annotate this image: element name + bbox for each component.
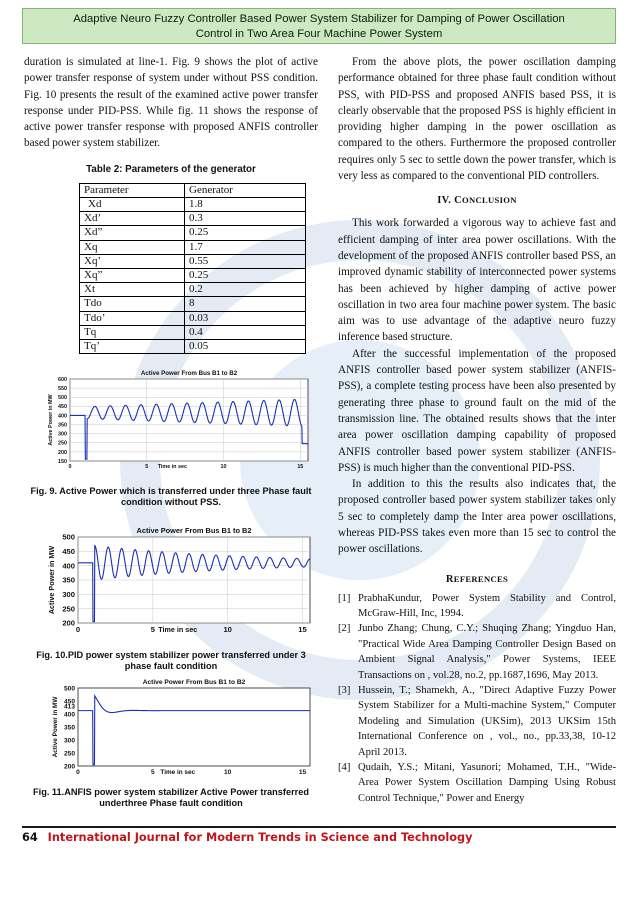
x-tick-label: 10: [223, 625, 232, 635]
y-tick-label: 250: [62, 604, 75, 614]
y-tick-label: 250: [58, 440, 67, 447]
conclusion-paragraph-3: In addition to this the results also indicates that, the proposed controller based power system stabilizer takes only 5 sec to completely damp the Inter area power oscillations, whereas PID-PSS takes even more than 15 sec to control the power oscillations.: [338, 478, 616, 556]
y-tick-label: 200: [63, 763, 75, 771]
value-cell: 0.3: [185, 212, 306, 226]
y-axis-label: Active Power in MW: [51, 696, 59, 758]
x-axis-label: Time in sec: [157, 464, 187, 471]
parameter-cell: Xd: [80, 197, 185, 211]
right-column: [338, 54, 616, 806]
y-tick-label: 200: [62, 618, 75, 628]
table-row: [80, 269, 306, 283]
left-paragraph-1: duration is simulated at line-1. Fig. 9 shows the plot of active power transfer response of system under without PSS condition. Fig. 10 presents the result of the examined active power transfer response under PID-PSS. While fig. 11 shows the response of active power transfer response with proposed ANFIS controller based power system stabilizer.: [24, 56, 318, 150]
table-header-row: [80, 183, 306, 197]
figure-9: [24, 362, 318, 485]
right-paragraph-1: From the above plots, the power oscillation damping performance obtained for three phase fault condition without PSS, with PID-PSS and proposed ANFIS based PSS, it is clearly observable that the proposed PSS is highly efficient in providing higher damping in the power oscillation as compared to the others. Furthermore the proposed controller requires only 5 sec to settle down the power transfer, which is very less as compared to the conventional PID controllers.: [338, 56, 616, 183]
figure-11: [24, 673, 318, 786]
reference-number: [4]: [338, 762, 351, 774]
x-axis-label: Time in sec: [160, 769, 196, 777]
table-row: [80, 240, 306, 254]
page-number: 64: [22, 831, 38, 844]
table-row: [80, 311, 306, 325]
y-tick-label: 400: [58, 413, 67, 420]
x-tick-label: 10: [220, 464, 227, 471]
chart-title: Active Power From Bus B1 to B2: [140, 370, 238, 378]
value-cell: 0.2: [185, 283, 306, 297]
y-tick-label: 350: [58, 422, 67, 429]
y-tick-label: 350: [62, 575, 75, 585]
y-axis-label: Active Power in MW: [47, 394, 54, 446]
running-header: [22, 8, 616, 44]
reference-number: [3]: [338, 685, 351, 697]
y-tick-label: 400: [62, 561, 75, 571]
fig9-chart: [24, 362, 318, 480]
parameter-cell: Xt: [80, 283, 185, 297]
parameter-cell: Xq”: [80, 269, 185, 283]
reference-item: [338, 591, 616, 622]
table-header-cell: Parameter: [80, 183, 185, 197]
value-cell: 0.03: [185, 311, 306, 325]
x-tick-label: 5: [145, 464, 149, 471]
fig10-chart: [24, 514, 318, 644]
y-axis-label: Active Power in MW: [47, 546, 57, 615]
value-cell: 8: [185, 297, 306, 311]
x-tick-label: 0: [68, 464, 72, 471]
fig11-chart: [24, 673, 318, 781]
parameter-cell: Xq: [80, 240, 185, 254]
x-tick-label: 10: [224, 769, 232, 777]
reference-item: [338, 621, 616, 683]
left-column: [24, 54, 318, 809]
value-cell: 0.25: [185, 226, 306, 240]
value-cell: 0.4: [185, 325, 306, 339]
y-tick-label: 150: [58, 459, 67, 466]
y-tick-label: 200: [58, 449, 67, 456]
section-number: IV.: [437, 195, 452, 207]
table-caption: Table 2: Parameters of the generator: [86, 163, 256, 175]
value-cell: 1.7: [185, 240, 306, 254]
value-cell: 0.05: [185, 340, 306, 354]
chart-title: Active Power From Bus B1 to B2: [136, 526, 252, 536]
header-line-2: Control in Two Area Four Machine Power System: [195, 28, 443, 40]
conclusion-paragraph-1: This work forwarded a vigorous way to achieve fast and efficient damping of inter area power oscillations. With the development of the proposed ANFIS controller based PSS, an improved dynamic stability of interconnected power systems has been achieved by higher damping of active power oscillation in two area four machine power system. The basic aim was to use advantage of the adaptive neuro fuzzy inference based structure.: [338, 217, 616, 344]
y-tick-label: 300: [63, 737, 75, 745]
reference-list: [338, 591, 616, 807]
figure-10: [24, 514, 318, 649]
table-row: [80, 226, 306, 240]
parameter-cell: Tq’: [80, 340, 185, 354]
reference-item: [338, 683, 616, 760]
reference-number: [2]: [338, 623, 351, 635]
table-row: [80, 325, 306, 339]
fig11-caption: Fig. 11.ANFIS power system stabilizer Active Power transferred underthree Phase fault condition: [33, 787, 309, 809]
parameter-cell: Tdo: [80, 297, 185, 311]
x-axis-label: Time in sec: [158, 625, 198, 635]
table-row: [80, 254, 306, 268]
y-tick-label-extra: 413: [63, 703, 75, 711]
y-tick-label: 300: [62, 590, 75, 600]
y-tick-label: 300: [58, 431, 67, 438]
plot-area: [78, 688, 310, 766]
reference-text: Qudaih, Y.S.; Mitani, Yasunori; Mohamed, T.H., "Wide-Area Power System Oscillation Damping Using Robust Control Technique," Power and Energy: [358, 762, 616, 804]
references-heading: [338, 574, 616, 585]
section-heading-conclusion: [338, 195, 616, 206]
x-tick-label: 5: [151, 769, 155, 777]
y-tick-label: 500: [62, 532, 75, 542]
y-tick-label: 500: [63, 685, 75, 693]
footer-rule: [22, 826, 616, 828]
chart-title: Active Power From Bus B1 to B2: [142, 679, 246, 687]
value-cell: 0.25: [185, 269, 306, 283]
parameter-cell: Xq’: [80, 254, 185, 268]
table-row: [80, 340, 306, 354]
y-tick-label: 600: [58, 377, 67, 384]
x-tick-label: 0: [75, 625, 81, 635]
fig10-caption: Fig. 10.PID power system stabilizer power transferred under 3 phase fault condition: [36, 650, 306, 672]
y-tick-label: 400: [63, 711, 75, 719]
x-tick-label: 15: [298, 625, 307, 635]
reference-item: [338, 760, 616, 806]
fig9-caption: Fig. 9. Active Power which is transferred under three Phase fault condition without PSS.: [30, 486, 312, 508]
reference-text: PrabhaKundur, Power System Stability and Control, McGraw-Hill, Inc, 1994.: [358, 592, 616, 620]
y-tick-label: 450: [62, 547, 75, 557]
table-row: [80, 283, 306, 297]
x-tick-label: 15: [297, 464, 304, 471]
value-cell: 0.55: [185, 254, 306, 268]
references-title: REFERENCES: [445, 573, 509, 585]
reference-text: Hussein, T.; Shamekh, A., "Direct Adaptive Fuzzy Power System Stabilizer for a Multi-machine System," Computer Modeling and Simulation (UKSim), 2013 UKSim 15th International Conference on , vol., no., pp.33,38, 10-12 April 2013.: [358, 685, 616, 758]
table-row: [80, 212, 306, 226]
value-cell: 1.8: [185, 197, 306, 211]
plot-area: [70, 379, 308, 461]
journal-name: International Journal for Modern Trends in Science and Technology: [47, 831, 473, 844]
y-tick-label: 500: [58, 395, 67, 402]
table-row: [80, 297, 306, 311]
y-tick-label: 250: [63, 750, 75, 758]
y-tick-label: 450: [63, 698, 75, 706]
conclusion-paragraph-2: After the successful implementation of the proposed ANFIS controller based power system stabilizer (ANFIS-PSS), a complete testing process have been also presented by generating three phase to ground fault on the mid of the transmission line. The obtained results shows that the inter area power oscillation damping capability of proposed ANFIS controller based power system stabilizer (ANFIS-PSS) is much higher than the conventional PID-PSS.: [338, 347, 616, 474]
parameter-cell: Xd”: [80, 226, 185, 240]
reference-number: [1]: [338, 592, 351, 604]
footer-text: [22, 831, 616, 844]
section-title: CONCLUSION: [454, 195, 517, 207]
parameter-cell: Tdo’: [80, 311, 185, 325]
table-header-cell: Generator: [185, 183, 306, 197]
header-line-1: Adaptive Neuro Fuzzy Controller Based Power System Stabilizer for Damping of Power Oscillation: [73, 13, 565, 25]
y-tick-label: 450: [58, 404, 67, 411]
table-row: [80, 197, 306, 211]
reference-text: Junbo Zhang; Chung, C.Y.; Shuqing Zhang; Yingduo Han, "Practical Wide Area Damping Controller Design Based on Ambient Signal Analysis," Power Systems, IEEE Transactions on , vol.28, no.2, pp.1687,1696, May 2013.: [358, 623, 616, 681]
x-tick-label: 15: [298, 769, 307, 777]
page-footer: [22, 826, 616, 844]
y-tick-label: 350: [63, 724, 75, 732]
generator-parameters-table: [79, 183, 306, 354]
x-tick-label: 5: [150, 625, 155, 635]
x-tick-label: 0: [76, 769, 80, 777]
parameter-cell: Xd’: [80, 212, 185, 226]
y-tick-label: 550: [58, 386, 67, 393]
parameter-cell: Tq: [80, 325, 185, 339]
